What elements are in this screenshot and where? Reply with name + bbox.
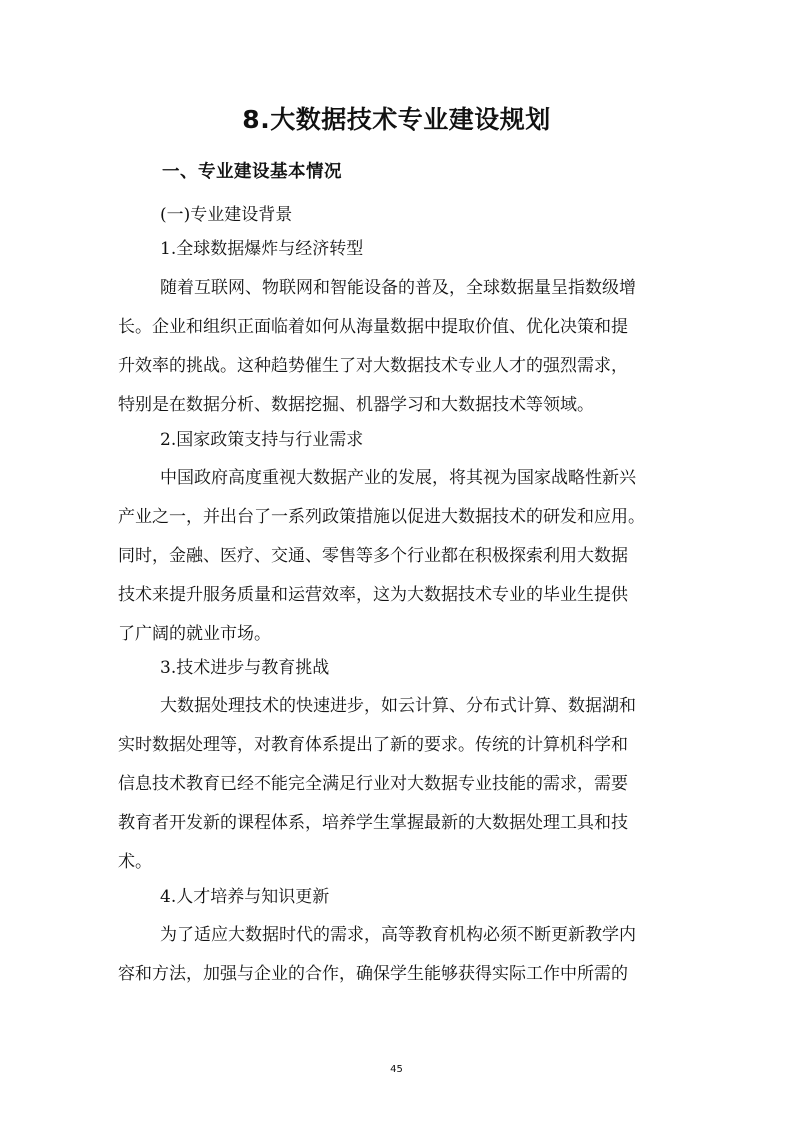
document-title: 8.大数据技术专业建设规划 — [242, 105, 551, 134]
item-heading: 2.国家政策支持与行业需求 — [160, 430, 364, 450]
paragraph-line: 信息技术教育已经不能完全满足行业对大数据专业技能的需求，需要 — [118, 774, 628, 794]
paragraph-line: 为了适应大数据时代的需求，高等教育机构必须不断更新教学内 — [160, 925, 636, 945]
page-number: 45 — [390, 1064, 403, 1075]
paragraph-line: 产业之一，并出台了一系列政策措施以促进大数据技术的研发和应用。 — [118, 507, 645, 527]
item-heading: 1.全球数据爆炸与经济转型 — [160, 239, 364, 259]
paragraph-line: 术。 — [118, 852, 152, 872]
paragraph-line: 升效率的挑战。这种趋势催生了对大数据技术专业人才的强烈需求， — [118, 356, 628, 376]
paragraph-line: 同时，金融、医疗、交通、零售等多个行业都在积极探索利用大数据 — [118, 546, 628, 566]
paragraph-line: 实时数据处理等，对教育体系提出了新的要求。传统的计算机科学和 — [118, 735, 628, 755]
paragraph-line: 技术来提升服务质量和运营效率，这为大数据技术专业的毕业生提供 — [118, 585, 628, 605]
paragraph-line: 了广阔的就业市场。 — [118, 624, 271, 644]
paragraph-line: 大数据处理技术的快速进步，如云计算、分布式计算、数据湖和 — [160, 696, 636, 716]
item-heading: 4.人才培养与知识更新 — [160, 887, 330, 907]
paragraph-line: 中国政府高度重视大数据产业的发展，将其视为国家战略性新兴 — [160, 468, 636, 488]
section-heading: 一、专业建设基本情况 — [162, 162, 342, 182]
item-heading: 3.技术进步与教育挑战 — [160, 658, 330, 678]
paragraph-line: 长。企业和组织正面临着如何从海量数据中提取价值、优化决策和提 — [118, 317, 628, 337]
subsection-heading: (一)专业建设背景 — [160, 205, 293, 225]
paragraph-line: 特别是在数据分析、数据挖掘、机器学习和大数据技术等领域。 — [118, 395, 594, 415]
paragraph-line: 教育者开发新的课程体系，培养学生掌握最新的大数据处理工具和技 — [118, 813, 628, 833]
paragraph-line: 随着互联网、物联网和智能设备的普及，全球数据量呈指数级增 — [160, 278, 636, 298]
paragraph-line: 容和方法，加强与企业的合作，确保学生能够获得实际工作中所需的 — [118, 964, 628, 984]
